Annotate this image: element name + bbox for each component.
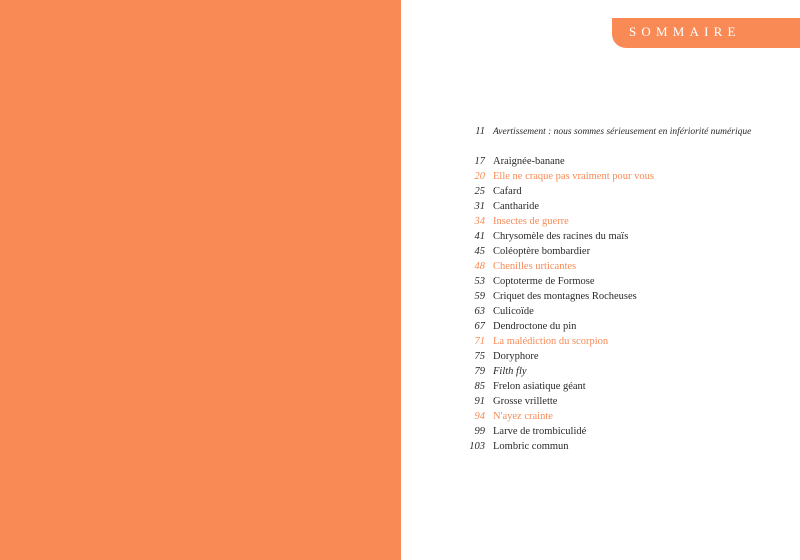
toc-entry[interactable] (456, 439, 786, 454)
toc-page-number: 34 (474, 216, 485, 227)
toc-entry-title: Avertissement : nous sommes sérieusement en infériorité numérique (493, 127, 752, 137)
toc-page-number: 25 (474, 186, 485, 197)
toc-page-number: 41 (474, 231, 485, 242)
toc-entry[interactable] (456, 394, 786, 409)
toc-page-number: 53 (474, 276, 485, 287)
toc-entry[interactable] (456, 259, 786, 274)
toc-entry-title: Frelon asiatique géant (493, 381, 586, 392)
toc-page-number: 17 (474, 156, 485, 167)
toc-page-number: 94 (474, 411, 485, 422)
toc-page-number: 103 (469, 441, 485, 452)
toc-entry[interactable] (456, 334, 786, 349)
toc-entry-title: Araignée-banane (493, 156, 565, 167)
toc-entry-title: La malédiction du scorpion (493, 336, 609, 347)
toc-entry-title: Grosse vrillette (493, 396, 558, 407)
toc-entry-title: Criquet des montagnes Rocheuses (493, 291, 637, 302)
toc-page-number: 63 (474, 306, 485, 317)
toc-page-number: 99 (474, 426, 485, 437)
toc-entry-title: Lombric commun (493, 441, 569, 452)
toc-entry[interactable] (456, 199, 786, 214)
toc-page-number: 59 (474, 291, 485, 302)
toc-entry-title: Cafard (493, 186, 522, 197)
toc-entry[interactable] (456, 214, 786, 229)
toc-entry[interactable] (456, 364, 786, 379)
toc-page-number: 67 (474, 321, 485, 332)
toc-entry-title: Elle ne craque pas vraiment pour vous (493, 171, 654, 182)
toc-entry[interactable] (456, 349, 786, 364)
toc-page-number: 85 (474, 381, 485, 392)
toc-entry[interactable] (456, 244, 786, 259)
toc-entry-title: Filth fly (493, 366, 527, 377)
toc-page-number: 79 (474, 366, 485, 377)
toc-page-number: 45 (474, 246, 485, 257)
toc-entry-title: Chrysomèle des racines du maïs (493, 231, 629, 242)
toc-page-number: 48 (474, 261, 485, 272)
toc-page-number: 31 (474, 201, 485, 212)
toc-entry[interactable] (456, 229, 786, 244)
toc-entry-title: Larve de trombiculidé (493, 426, 587, 437)
toc-page-number: 11 (475, 126, 485, 137)
table-of-contents (456, 124, 786, 454)
toc-entry-title: Coptoterme de Formose (493, 276, 595, 287)
toc-entry-title: Coléoptère bombardier (493, 246, 591, 257)
page-title: SOMMAIRE (629, 24, 741, 39)
toc-entry[interactable] (456, 319, 786, 334)
toc-entry-title: Doryphore (493, 351, 539, 362)
toc-entry-title: N'ayez crainte (493, 411, 553, 422)
toc-entry[interactable] (456, 169, 786, 184)
toc-entry[interactable] (456, 409, 786, 424)
toc-entries-list (456, 154, 786, 454)
toc-entry[interactable] (456, 424, 786, 439)
toc-entry[interactable] (456, 154, 786, 169)
toc-entry-title: Insectes de guerre (493, 216, 569, 227)
toc-page-number: 75 (474, 351, 485, 362)
toc-entry[interactable] (456, 379, 786, 394)
toc-entry-title: Chenilles urticantes (493, 261, 577, 272)
toc-entry-title: Culicoïde (493, 306, 534, 317)
toc-entry[interactable] (456, 289, 786, 304)
toc-entry[interactable] (456, 184, 786, 199)
toc-page-number: 71 (474, 336, 485, 347)
toc-page-number: 91 (474, 396, 485, 407)
toc-entry[interactable] (456, 274, 786, 289)
toc-entry[interactable] (456, 304, 786, 319)
toc-entry-title: Cantharide (493, 201, 540, 212)
toc-intro-row[interactable] (456, 124, 786, 139)
toc-entry-title: Dendroctone du pin (493, 321, 577, 332)
toc-page-number: 20 (474, 171, 485, 182)
